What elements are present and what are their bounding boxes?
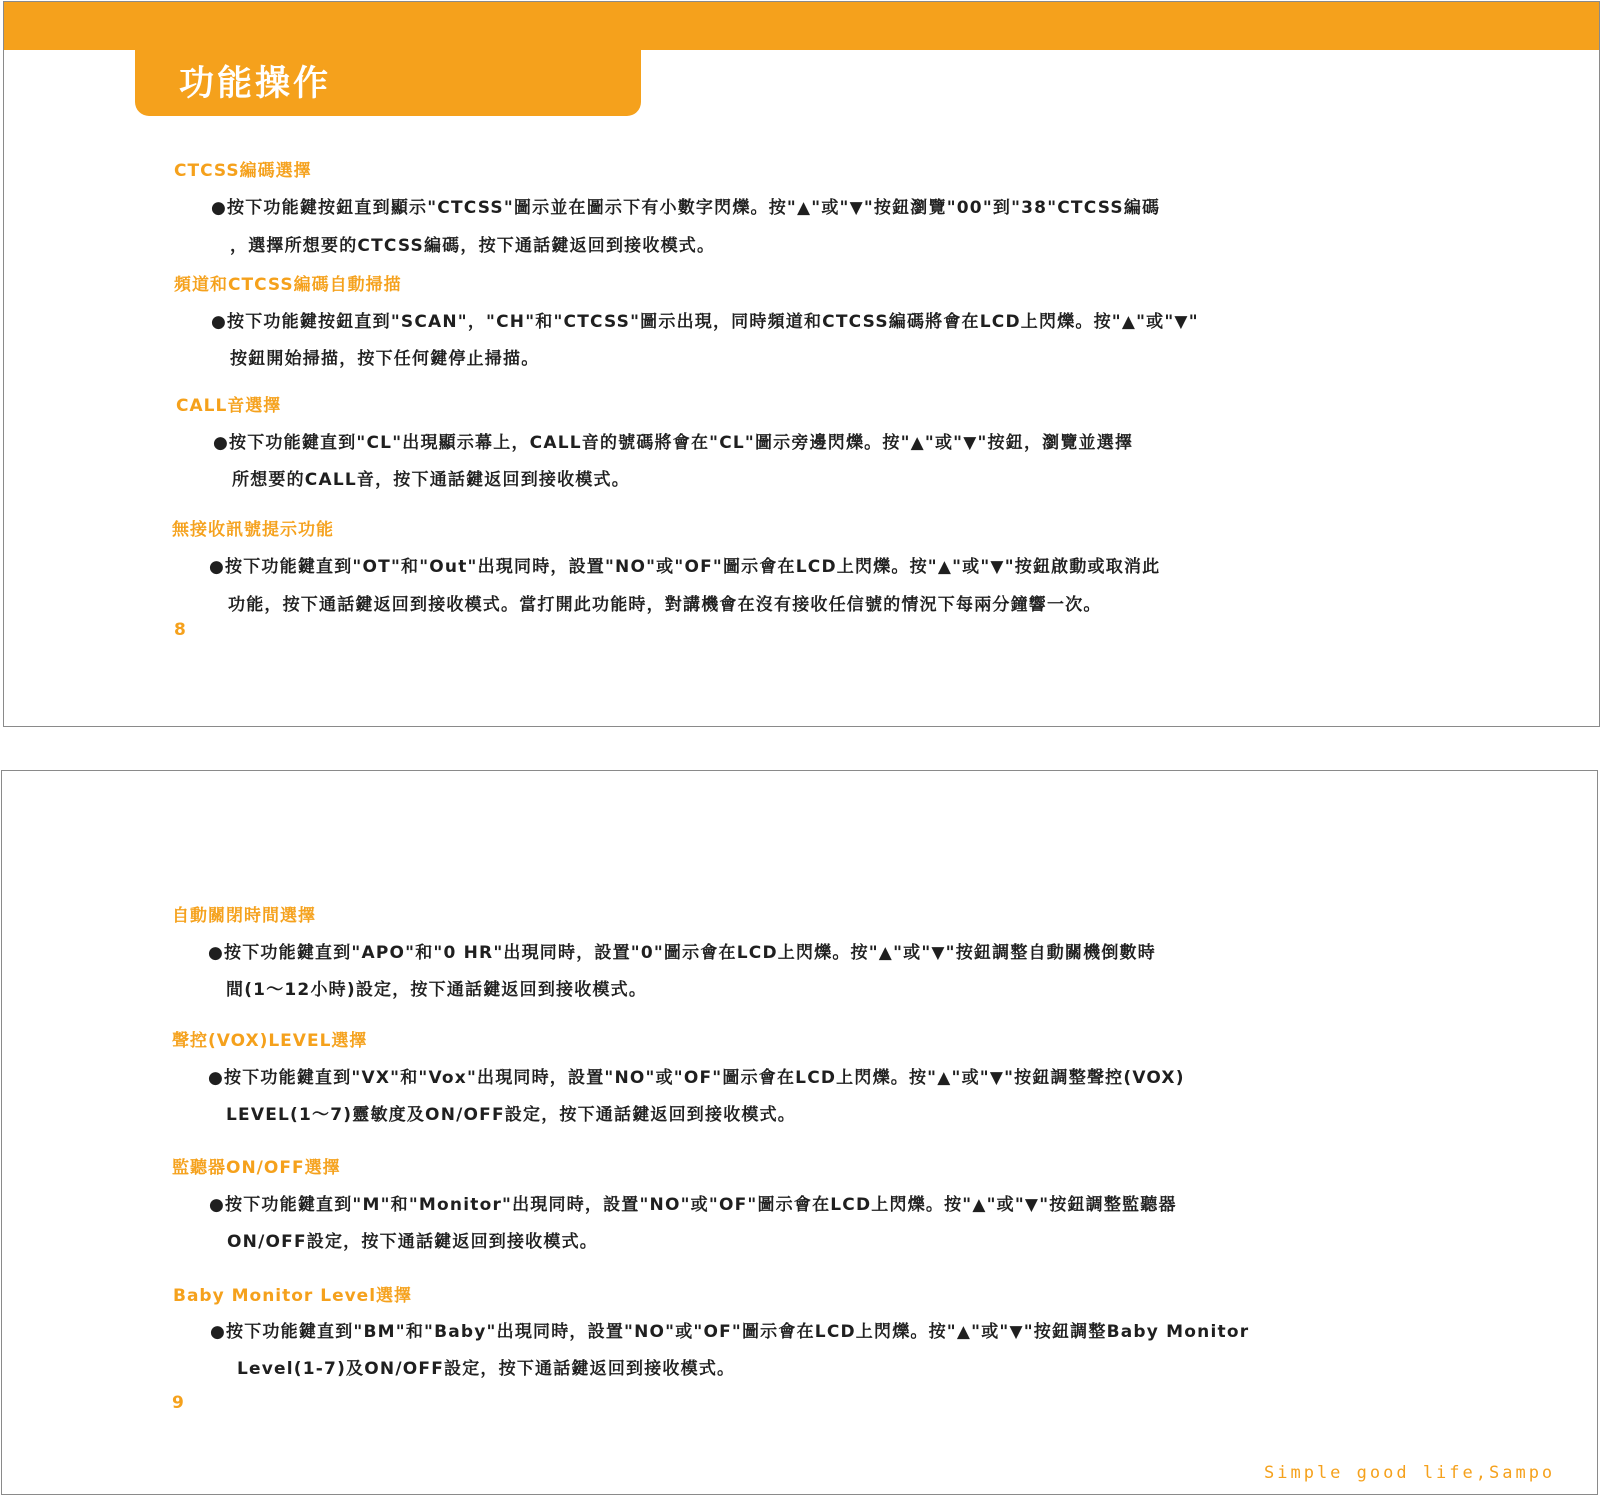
section-title-vox-level: 聲控(VOX)LEVEL選擇 <box>172 1031 368 1051</box>
section-title-ctcss: CTCSS編碼選擇 <box>174 161 312 181</box>
section-line: ON/OFF設定，按下通話鍵返回到接收模式。 <box>227 1232 598 1252</box>
section-title-auto-scan: 頻道和CTCSS編碼自動掃描 <box>174 275 402 295</box>
section-line: LEVEL(1～7)靈敏度及ON/OFF設定，按下通話鍵返回到接收模式。 <box>226 1105 797 1125</box>
section-line: Level(1-7)及ON/OFF設定，按下通話鍵返回到接收模式。 <box>237 1359 736 1379</box>
section-line: 功能，按下通話鍵返回到接收模式。當打開此功能時，對講機會在沒有接收任信號的情況下每兩分鐘響一次。 <box>228 595 1102 615</box>
page-number: 8 <box>174 620 186 640</box>
section-title-call-tone: CALL音選擇 <box>176 396 282 416</box>
section-line: ●按下功能鍵按鈕直到"SCAN"，"CH"和"CTCSS"圖示出現，同時頻道和CTCSS編碼將會在LCD上閃爍。按"▲"或"▼" <box>211 312 1199 332</box>
section-title-no-signal: 無接收訊號提示功能 <box>172 520 334 540</box>
section-title-baby-monitor: Baby Monitor Level選擇 <box>173 1286 413 1306</box>
page-number: 9 <box>172 1393 184 1413</box>
section-line: ●按下功能鍵直到"OT"和"Out"出現同時，設置"NO"或"OF"圖示會在LCD上閃爍。按"▲"或"▼"按鈕啟動或取消此 <box>209 557 1161 577</box>
header-tab <box>135 42 641 116</box>
page-title: 功能操作 <box>179 64 332 104</box>
section-line: ，選擇所想要的CTCSS編碼，按下通話鍵返回到接收模式。 <box>230 236 716 256</box>
section-line: ●按下功能鍵按鈕直到顯示"CTCSS"圖示並在圖示下有小數字閃爍。按"▲"或"▼"按鈕瀏覽"00"到"38"CTCSS編碼 <box>211 198 1161 218</box>
section-line: ●按下功能鍵直到"VX"和"Vox"出現同時，設置"NO"或"OF"圖示會在LCD上閃爍。按"▲"或"▼"按鈕調整聲控(VOX) <box>208 1068 1185 1088</box>
section-line: 按鈕開始掃描，按下任何鍵停止掃描。 <box>230 349 540 369</box>
footer-slogan: Simple good life,Sampo <box>1264 1463 1556 1483</box>
section-title-monitor: 監聽器ON/OFF選擇 <box>172 1158 341 1178</box>
section-line: 所想要的CALL音，按下通話鍵返回到接收模式。 <box>232 470 630 490</box>
section-line: ●按下功能鍵直到"APO"和"0 HR"出現同時，設置"0"圖示會在LCD上閃爍。按"▲"或"▼"按鈕調整自動關機倒數時 <box>208 943 1156 963</box>
section-title-auto-off: 自動關閉時間選擇 <box>172 906 316 926</box>
section-line: 間(1～12小時)設定，按下通話鍵返回到接收模式。 <box>226 980 648 1000</box>
section-line: ●按下功能鍵直到"BM"和"Baby"出現同時，設置"NO"或"OF"圖示會在LCD上閃爍。按"▲"或"▼"按鈕調整Baby Monitor <box>210 1322 1250 1342</box>
manual-page-9 <box>1 770 1598 1495</box>
section-line: ●按下功能鍵直到"M"和"Monitor"出現同時，設置"NO"或"OF"圖示會在LCD上閃爍。按"▲"或"▼"按鈕調整監聽器 <box>209 1195 1177 1215</box>
manual-page-8 <box>3 1 1600 727</box>
section-line: ●按下功能鍵直到"CL"出現顯示幕上，CALL音的號碼將會在"CL"圖示旁邊閃爍。按"▲"或"▼"按鈕，瀏覽並選擇 <box>213 433 1134 453</box>
